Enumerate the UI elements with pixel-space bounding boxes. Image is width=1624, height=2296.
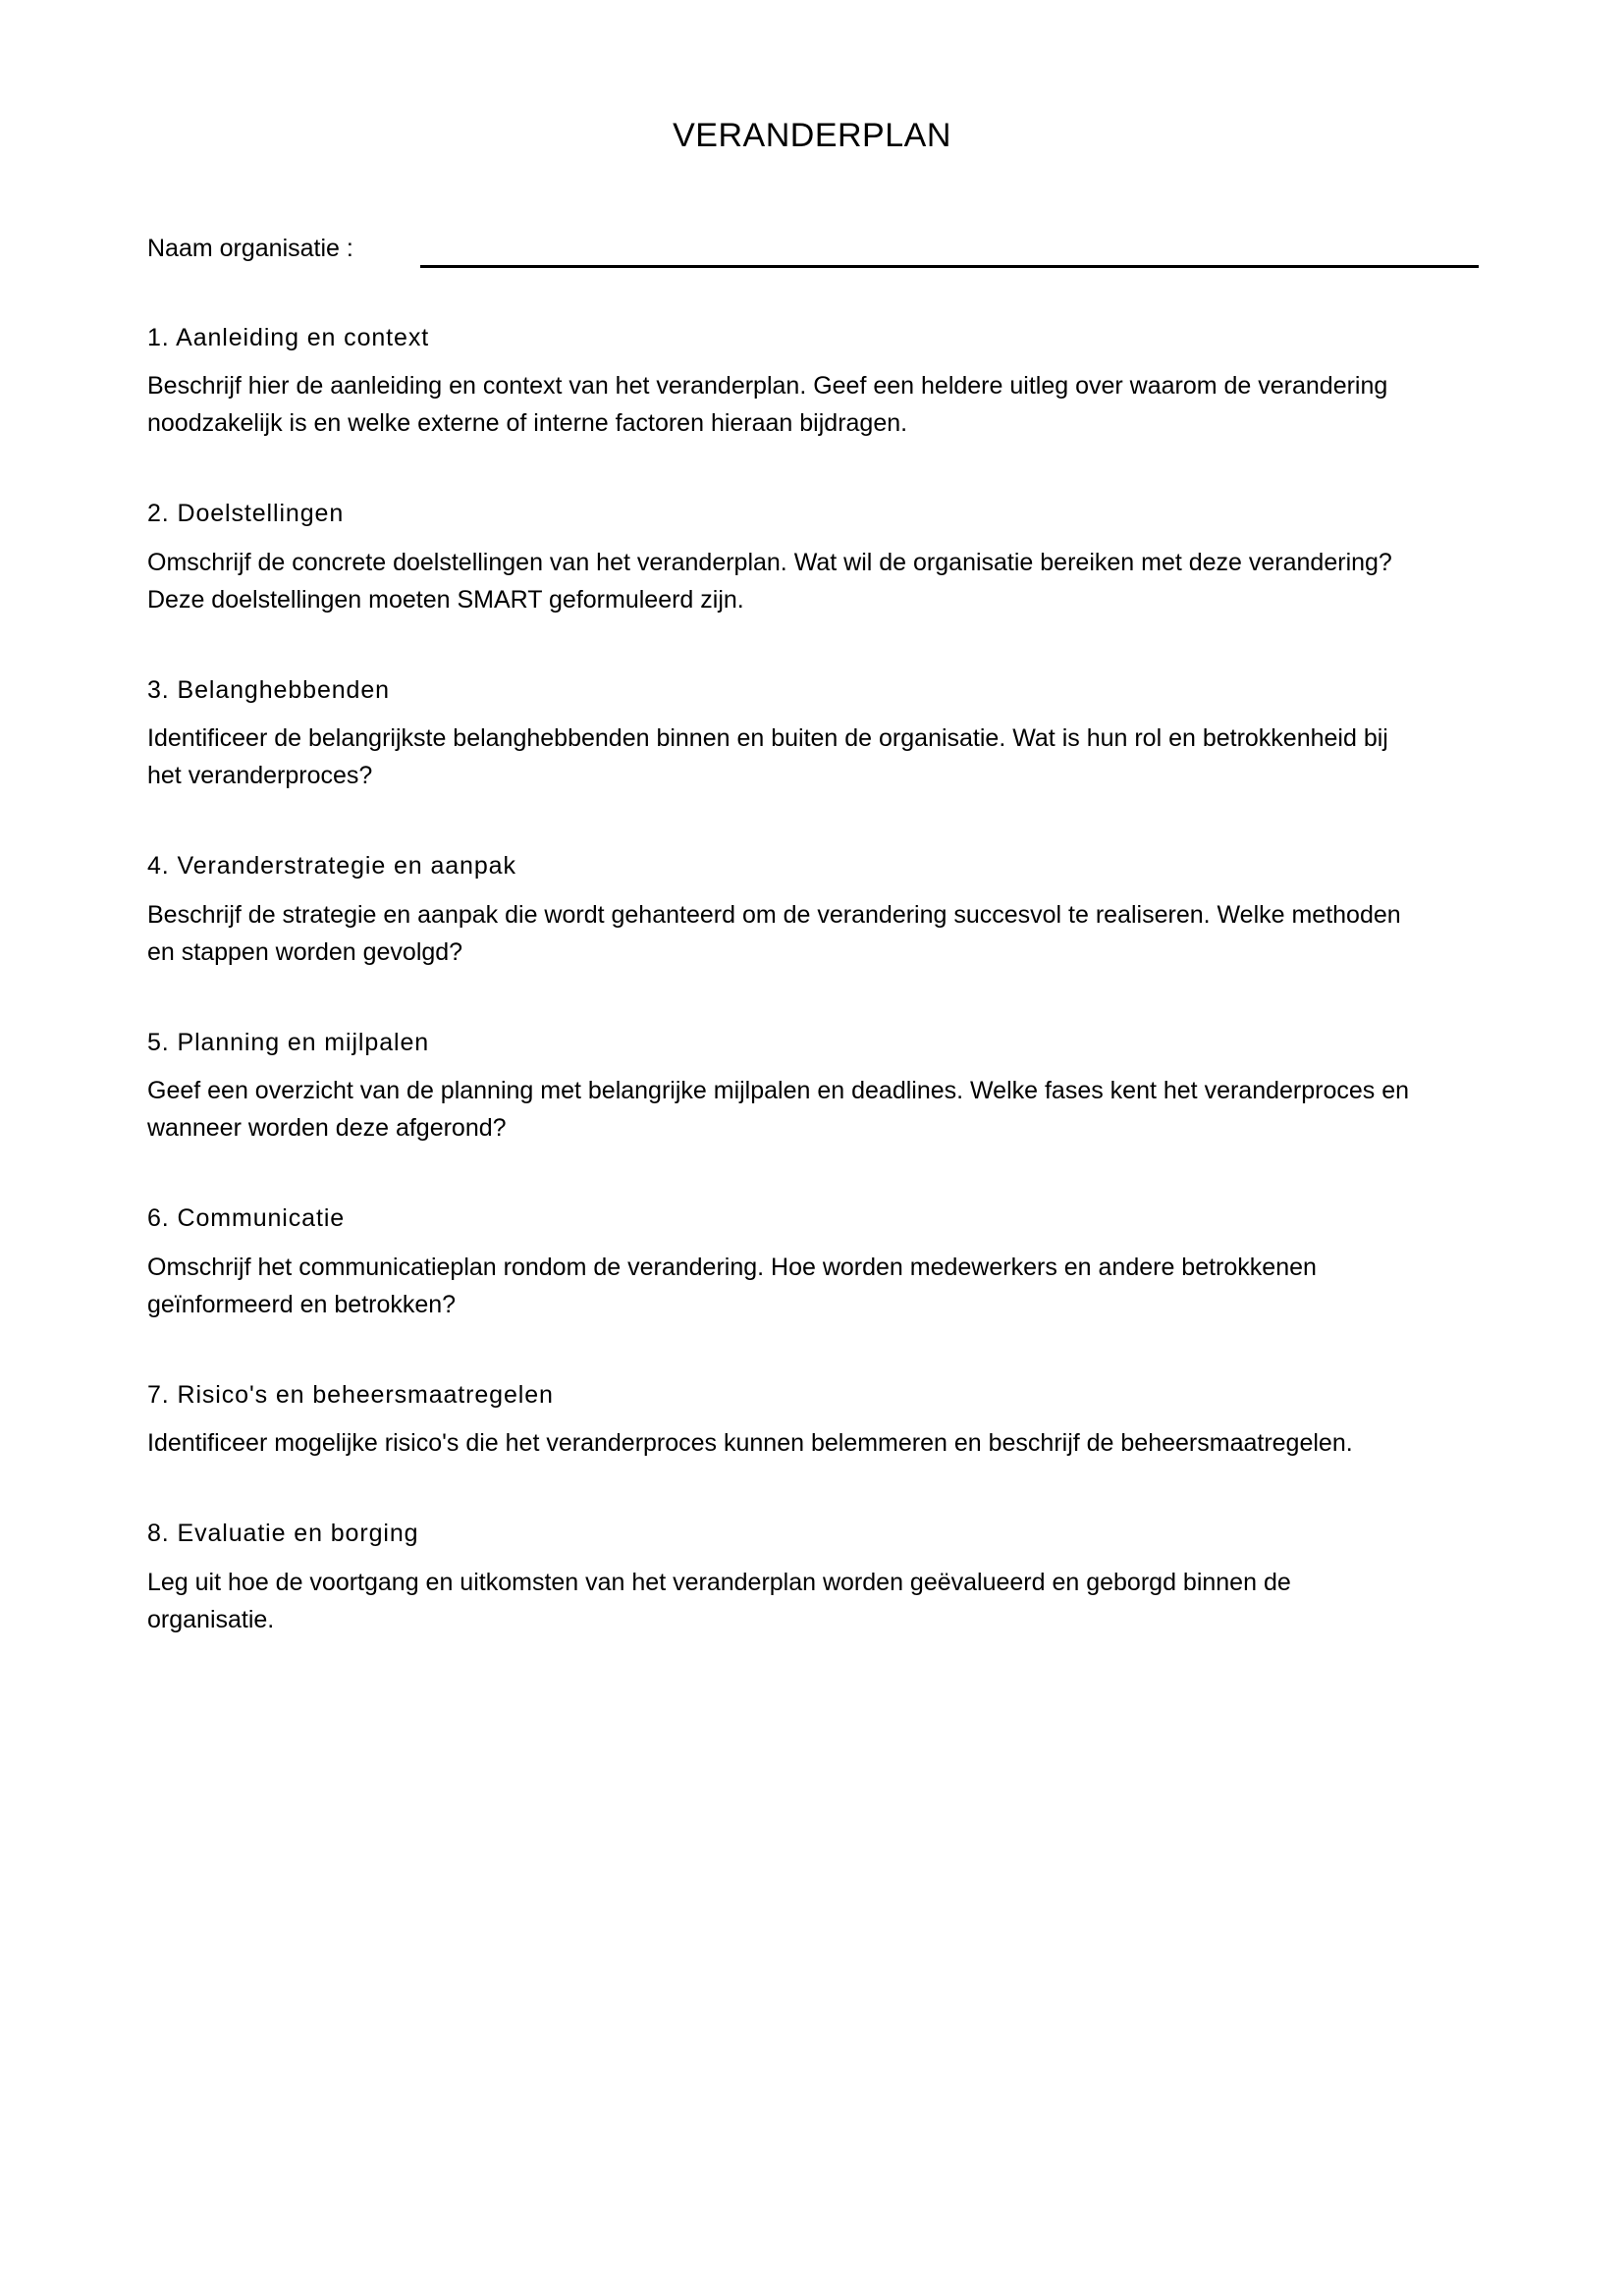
section-4-veranderstrategie-en-aanpak — [147, 850, 1479, 971]
section-heading: 3. Belanghebbenden — [147, 675, 390, 704]
section-body: Geef een overzicht van de planning met belangrijke mijlpalen en deadlines. Welke fases kent het veranderproces en wanneer worden deze afgerond? — [147, 1077, 1410, 1143]
sections-list — [0, 322, 1624, 1638]
organisation-name-input-line[interactable] — [420, 243, 1479, 268]
section-body: Omschrijf het communicatieplan rondom de verandering. Hoe worden medewerkers en andere betrokkenen geïnformeerd en betrokken? — [147, 1253, 1317, 1318]
section-heading: 4. Veranderstrategie en aanpak — [147, 852, 516, 881]
section-body: Omschrijf de concrete doelstellingen van het veranderplan. Wat wil de organisatie bereiken met deze verandering? Deze doelstellingen moeten SMART geformuleerd zijn. — [147, 548, 1392, 614]
section-5-planning-en-mijlpalen — [147, 1027, 1479, 1148]
section-body: Beschrijf de strategie en aanpak die wordt gehanteerd om de verandering succesvol te realiseren. Welke methoden en stappen worden gevolgd? — [147, 900, 1401, 966]
section-body: Identificeer mogelijke risico's die het veranderproces kunnen belemmeren en beschrijf de beheersmaatregelen. — [147, 1429, 1353, 1458]
section-3-belanghebbenden — [147, 674, 1479, 795]
section-body: Leg uit hoe de voortgang en uitkomsten van het veranderplan worden geëvalueerd en geborgd binnen de organisatie. — [147, 1568, 1291, 1633]
section-2-doelstellingen — [147, 498, 1479, 618]
section-8-evaluatie-en-borging — [147, 1518, 1479, 1638]
section-heading: 6. Communicatie — [147, 1204, 346, 1233]
section-heading: 8. Evaluatie en borging — [147, 1520, 419, 1548]
page-title: VERANDERPLAN — [673, 117, 951, 154]
section-heading: 5. Planning en mijlpalen — [147, 1028, 430, 1056]
section-7-risicos-en-beheersmaatregelen — [147, 1379, 1479, 1463]
section-body: Identificeer de belangrijkste belanghebbenden binnen en buiten de organisatie. Wat is hun rol en betrokkenheid bij het veranderproces? — [147, 724, 1388, 790]
section-6-communicatie — [147, 1202, 1479, 1323]
section-heading: 7. Risico's en beheersmaatregelen — [147, 1380, 554, 1409]
organisation-name-row — [0, 233, 1624, 268]
section-heading: 1. Aanleiding en context — [147, 323, 430, 351]
section-body: Beschrijf hier de aanleiding en context van het veranderplan. Geef een heldere uitleg over waarom de verandering noodzakelijk is en welke externe of interne factoren hieraan bijdragen. — [147, 372, 1388, 438]
organisation-name-label: Naam organisatie : — [147, 234, 353, 262]
section-heading: 2. Doelstellingen — [147, 500, 345, 528]
section-1-aanleiding-en-context — [147, 322, 1479, 443]
